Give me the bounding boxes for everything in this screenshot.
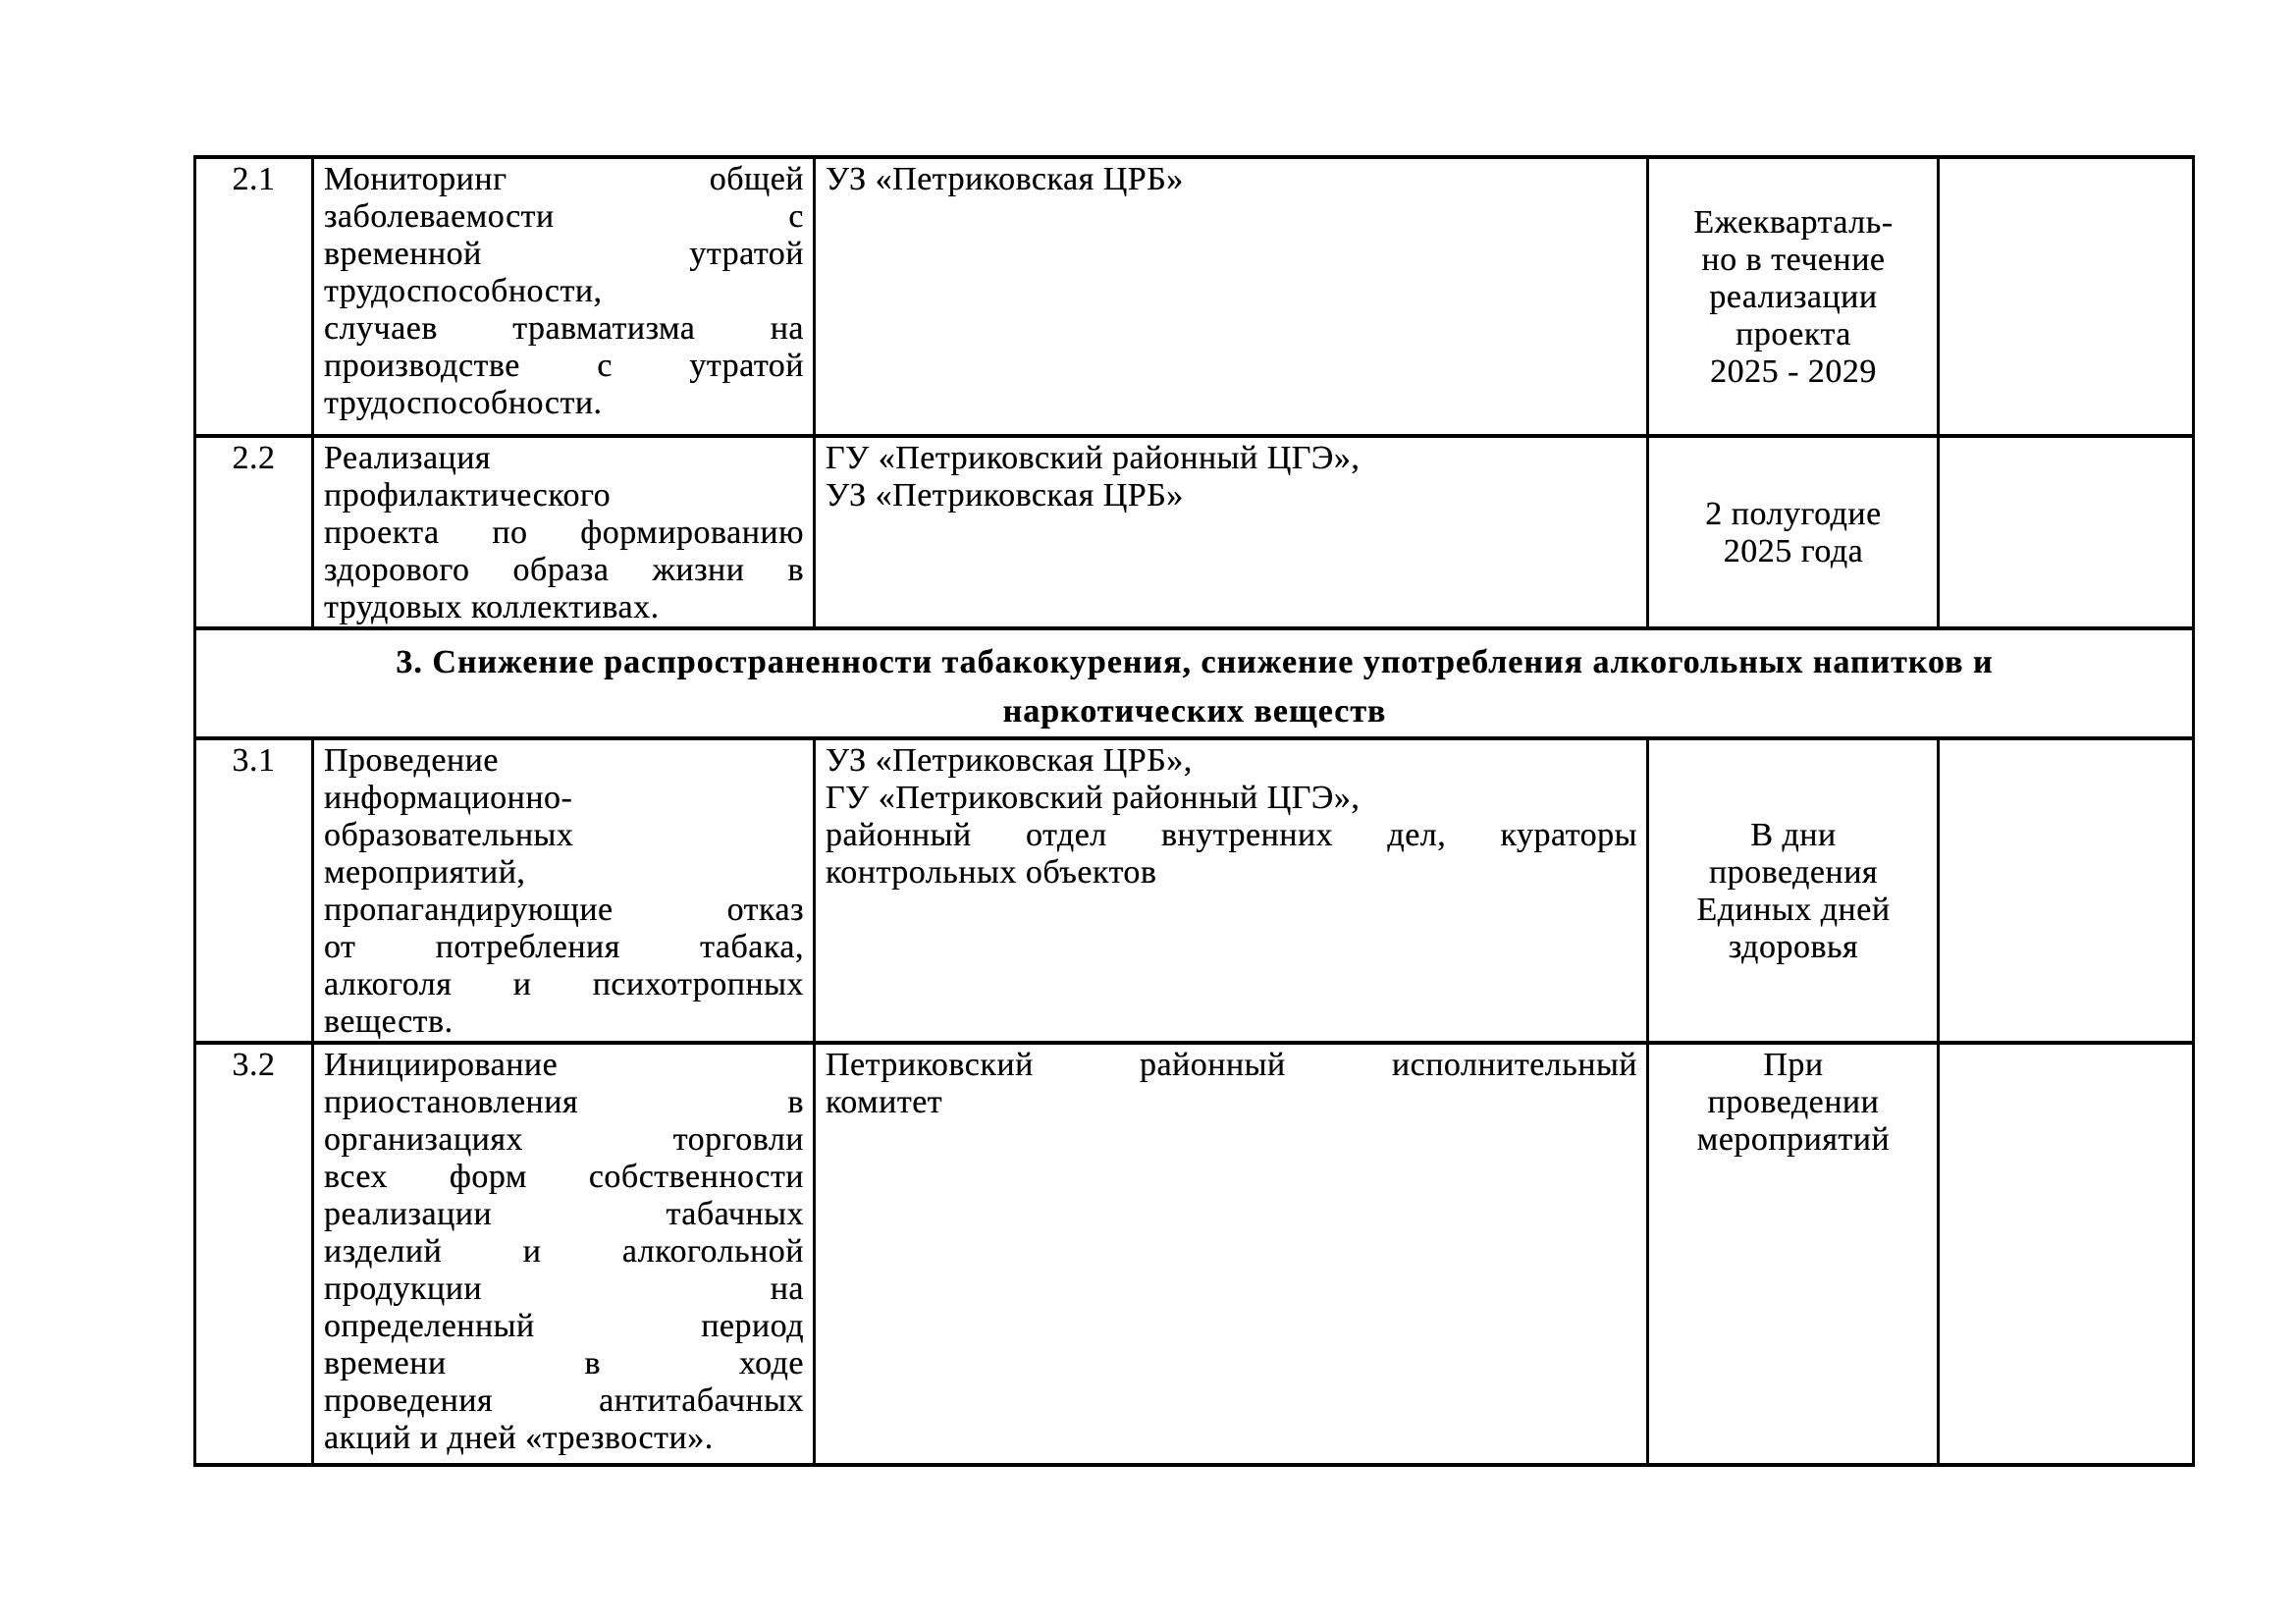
mark-cell	[1939, 157, 2194, 436]
mark-cell	[1939, 738, 2194, 1043]
row-number: 3.1	[232, 742, 276, 779]
responsible-text: УЗ «Петриковская ЦРБ», ГУ «Петриковский районный ЦГЭ», районный отдел внутренних дел, кураторы контрольных объектов	[826, 742, 1637, 891]
timeline-cell	[1648, 738, 1939, 1043]
table-row	[195, 436, 2194, 628]
timeline-cell	[1648, 157, 1939, 436]
row-number-cell	[195, 1043, 313, 1465]
activity-cell	[313, 1043, 815, 1465]
table-row	[195, 157, 2194, 436]
timeline-cell	[1648, 1043, 1939, 1465]
activity-cell	[313, 738, 815, 1043]
table-row	[195, 738, 2194, 1043]
activity-cell	[313, 436, 815, 628]
action-plan-table	[193, 155, 2195, 1467]
timeline-text: Ежекварталь- но в течение реализации проекта 2025 - 2029	[1693, 204, 1894, 390]
table-row	[195, 1043, 2194, 1465]
row-number: 2.2	[232, 440, 276, 476]
timeline-text: При проведении мероприятий	[1696, 1047, 1891, 1158]
section-header-cell	[195, 628, 2194, 738]
timeline-cell	[1648, 436, 1939, 628]
row-number-cell	[195, 436, 313, 628]
mark-cell	[1939, 436, 2194, 628]
responsible-text: УЗ «Петриковская ЦРБ»	[826, 161, 1184, 197]
activity-text: Инициирование приостановления в организациях торговли всех форм собственности реализации табачных изделий и алкогольной продукции на определенный период времени в ходе проведения антитабачных акций и дней «трезвости».	[324, 1047, 804, 1456]
section-header-row	[195, 628, 2194, 738]
activity-text: Проведение информационно- образовательных мероприятий, пропагандирующие отказ от потребления табака, алкоголя и психотропных веществ.	[324, 742, 804, 1040]
responsible-text: Петриковский районный исполнительный комитет	[826, 1047, 1637, 1120]
row-number-cell	[195, 738, 313, 1043]
responsible-cell	[815, 157, 1648, 436]
timeline-text: 2 полугодие 2025 года	[1705, 496, 1882, 569]
row-number: 3.2	[232, 1047, 276, 1083]
responsible-cell	[815, 738, 1648, 1043]
responsible-text: ГУ «Петриковский районный ЦГЭ», УЗ «Петриковская ЦРБ»	[826, 440, 1361, 514]
mark-cell	[1939, 1043, 2194, 1465]
activity-cell	[313, 157, 815, 436]
timeline-text: В дни проведения Единых дней здоровья	[1696, 817, 1891, 965]
activity-text: Мониторинг общей заболеваемости с временной утратой трудоспособности, случаев травматизма на производстве с утратой трудоспособности.	[324, 161, 804, 421]
row-number: 2.1	[232, 161, 276, 197]
responsible-cell	[815, 436, 1648, 628]
activity-text: Реализация профилактического проекта по формированию здорового образа жизни в трудовых коллективах.	[324, 440, 804, 625]
section-title: 3. Снижение распространенности табакокурения, снижение употребления алкогольных напитков и наркотических веществ	[396, 644, 1994, 730]
responsible-cell	[815, 1043, 1648, 1465]
row-number-cell	[195, 157, 313, 436]
